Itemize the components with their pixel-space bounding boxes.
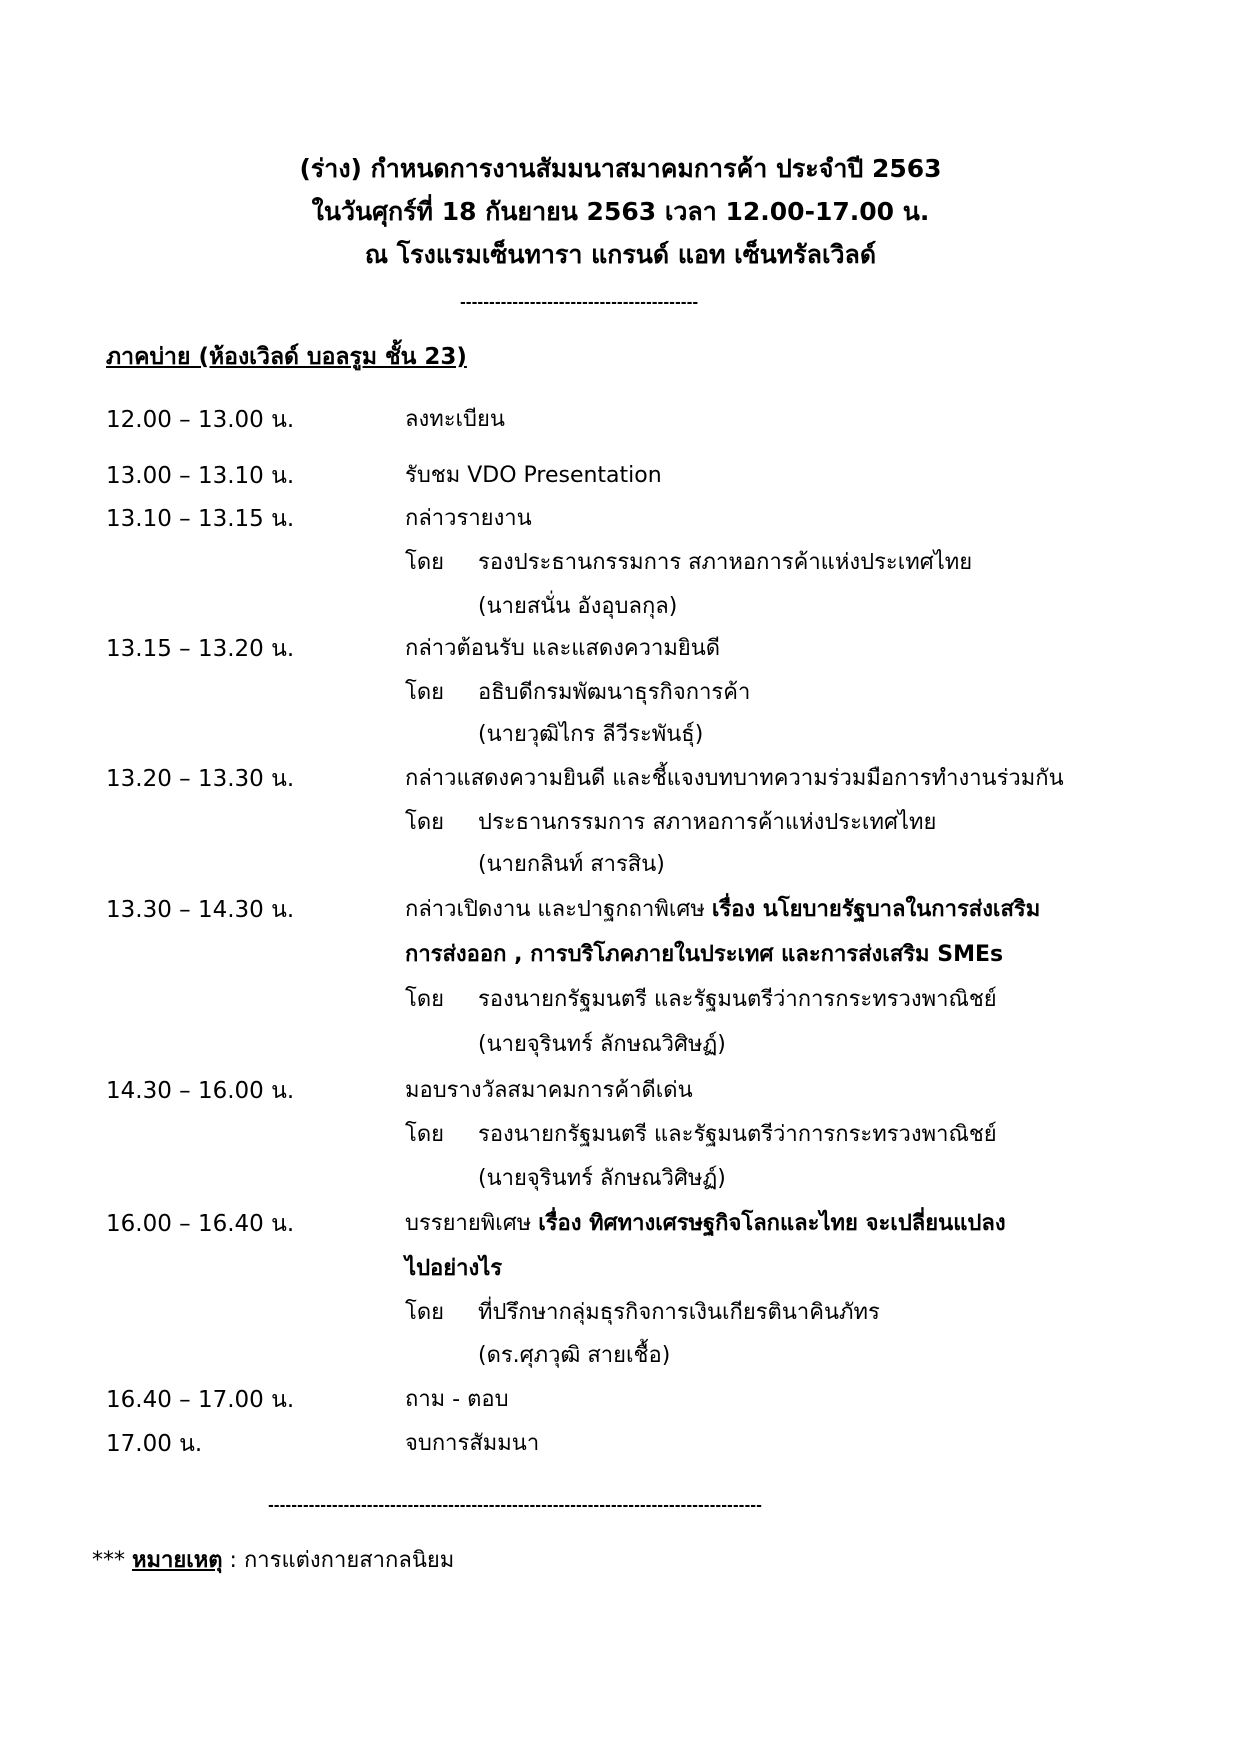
schedule-activity [405,895,1040,925]
event-date-time: ในวันศุกร์ที่ 18 กันยายน 2563 เวลา 12.00-17.00 น. [311,197,930,226]
schedule-time: 13.10 – 13.15 น. [106,506,295,532]
by-label: โดย [405,1122,444,1147]
section-label: ภาคบ่าย [106,344,191,370]
speaker-name: (นายสนั่น อังอุบลกุล) [478,594,678,619]
document-title: (ร่าง) กำหนดการงานสัมมนาสมาคมการค้า ประจำปี 2563 [299,154,942,183]
footer-divider: ------------------------------------------------------------------------------------- [268,1498,762,1514]
remark [92,1546,454,1576]
schedule-time: 16.00 – 16.40 น. [106,1211,295,1237]
by-label: โดย [405,680,444,705]
schedule-activity: รับชม VDO Presentation [405,463,662,488]
speaker-name: (นายวุฒิไกร ลีวีระพันธุ์) [478,722,704,747]
speaker-name: (นายจุรินทร์ ลักษณวิศิษฏ์) [478,1032,726,1057]
schedule-time: 17.00 น. [106,1431,203,1457]
by-label: โดย [405,810,444,835]
section-room: (ห้องเวิลด์ บอลรูม ชั้น 23) [198,344,467,370]
speaker-position: ที่ปรึกษากลุ่มธุรกิจการเงินเกียรตินาคินภัทร [478,1300,880,1325]
schedule-time: 13.00 – 13.10 น. [106,463,295,489]
speaker-name: (ดร.ศุภวุฒิ สายเชื้อ) [478,1343,671,1368]
schedule-time: 13.30 – 14.30 น. [106,897,295,923]
schedule-activity: จบการสัมมนา [405,1431,540,1456]
speaker-position: ประธานกรรมการ สภาหอการค้าแห่งประเทศไทย [478,810,937,835]
schedule-activity: กล่าวแสดงความยินดี และชี้แจงบทบาทความร่วมมือการทำงานร่วมกัน [405,766,1064,791]
schedule-activity: มอบรางวัลสมาคมการค้าดีเด่น [405,1078,693,1103]
section-heading [106,342,467,372]
activity-topic: เรื่อง ทิศทางเศรษฐกิจโลกและไทย จะเปลี่ยนแปลง [538,1211,1006,1236]
schedule-activity: กล่าวรายงาน [405,506,532,531]
speaker-position: รองประธานกรรมการ สภาหอการค้าแห่งประเทศไทย [478,550,973,575]
schedule-activity: ถาม - ตอบ [405,1387,509,1412]
remark-colon: : [222,1548,244,1573]
schedule-activity: ลงทะเบียน [405,407,505,432]
activity-topic-continued: ไปอย่างไร [405,1256,503,1281]
schedule-activity: กล่าวต้อนรับ และแสดงความยินดี [405,636,721,661]
schedule-time: 12.00 – 13.00 น. [106,407,295,433]
activity-topic-continued: การส่งออก , การบริโภคภายในประเทศ และการส่งเสริม SMEs [405,942,1004,967]
by-label: โดย [405,1300,444,1325]
speaker-name: (นายจุรินทร์ ลักษณวิศิษฏ์) [478,1166,726,1191]
remark-label: หมายเหตุ [132,1548,223,1573]
header-divider: ----------------------------------------- [460,295,699,311]
by-label: โดย [405,987,444,1012]
activity-intro: บรรยายพิเศษ [405,1211,539,1236]
speaker-position: รองนายกรัฐมนตรี และรัฐมนตรีว่าการกระทรวงพาณิชย์ [478,1122,997,1147]
by-label: โดย [405,550,444,575]
remark-stars: *** [92,1548,132,1573]
activity-intro: กล่าวเปิดงาน และปาฐกถาพิเศษ [405,897,712,922]
schedule-time: 16.40 – 17.00 น. [106,1387,295,1413]
schedule-time: 13.20 – 13.30 น. [106,766,295,792]
event-venue: ณ โรงแรมเซ็นทารา แกรนด์ แอท เซ็นทรัลเวิลด์ [364,240,877,269]
speaker-position: อธิบดีกรมพัฒนาธุรกิจการค้า [478,680,751,705]
speaker-position: รองนายกรัฐมนตรี และรัฐมนตรีว่าการกระทรวงพาณิชย์ [478,987,997,1012]
schedule-time: 14.30 – 16.00 น. [106,1078,295,1104]
activity-topic: เรื่อง นโยบายรัฐบาลในการส่งเสริม [711,897,1041,922]
remark-text: การแต่งกายสากลนิยม [243,1548,455,1573]
speaker-name: (นายกลินท์ สารสิน) [478,852,665,877]
schedule-time: 13.15 – 13.20 น. [106,636,295,662]
schedule-activity [405,1209,1006,1239]
